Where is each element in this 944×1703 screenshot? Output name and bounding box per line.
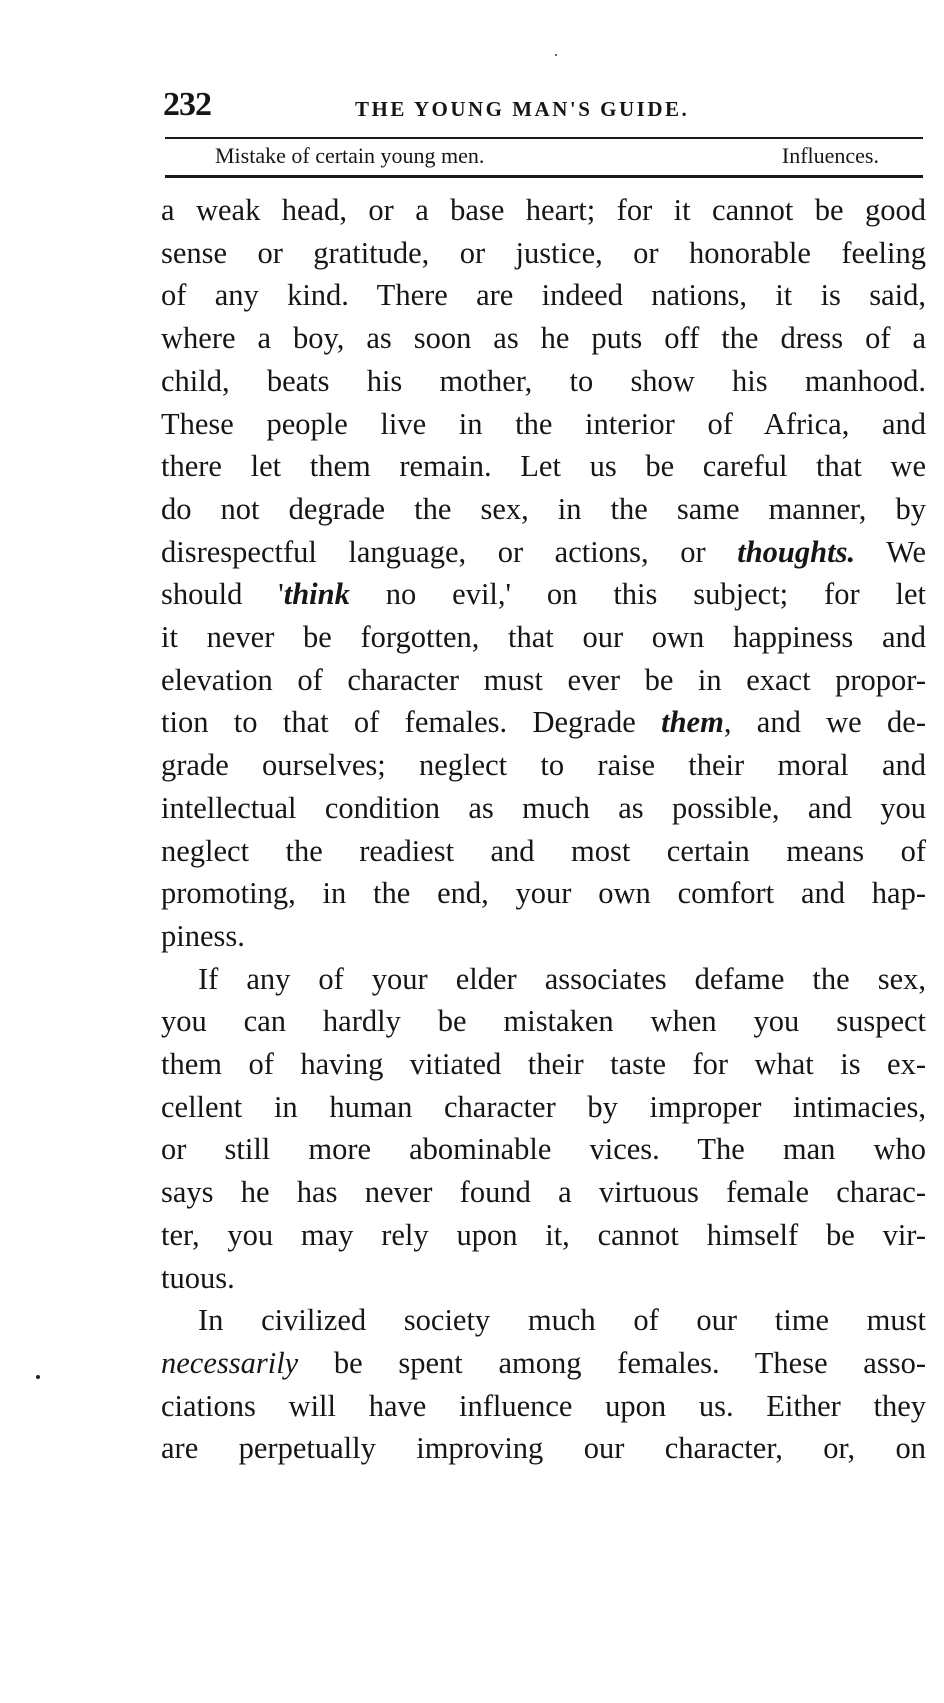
text-line: piness. [161, 918, 245, 953]
text-line: child, beats his mother, to show his manhood. [161, 363, 926, 398]
paragraph [161, 1299, 926, 1470]
text-line: tion to that of females. Degrade them, and we de- [161, 705, 926, 740]
text-line: These people live in the interior of Africa, and [161, 406, 926, 441]
text-line: disrespectful language, or actions, or thoughts. We [161, 534, 926, 569]
text-line: says he has never found a virtuous female charac- [161, 1175, 926, 1210]
text-line: do not degrade the sex, in the same manner, by [161, 491, 926, 526]
text-line: ter, you may rely upon it, cannot himself be vir- [161, 1217, 926, 1252]
subhead-left: Mistake of certain young men. [215, 143, 485, 168]
margin-speck [36, 1375, 40, 1379]
text-line: should 'think no evil,' on this subject; for let [161, 577, 927, 612]
text-line: where a boy, as soon as he puts off the dress of a [161, 321, 926, 356]
text-line: grade ourselves; neglect to raise their moral and [161, 748, 926, 783]
text-line: it never be forgotten, that our own happiness and [161, 620, 926, 655]
page-number: 232 [163, 86, 211, 123]
text-line: you can hardly be mistaken when you suspect [161, 1004, 926, 1039]
text-line: elevation of character must ever be in exact propor- [161, 662, 926, 697]
subhead-right: Influences. [781, 143, 879, 168]
text-line: intellectual condition as much as possible, and you [161, 790, 926, 825]
text-line: sense or gratitude, or justice, or honorable feeling [161, 235, 926, 270]
text-line: there let them remain. Let us be careful that we [161, 449, 926, 484]
body-text [161, 189, 926, 1470]
text-line: or still more abominable vices. The man who [161, 1132, 926, 1167]
text-line: of any kind. There are indeed nations, it is said, [161, 278, 926, 313]
text-line: a weak head, or a base heart; for it cannot be good [161, 193, 926, 227]
print-speck [555, 54, 557, 56]
header-rule-top [165, 137, 923, 139]
text-line: tuous. [161, 1260, 235, 1295]
text-line: necessarily be spent among females. These asso- [161, 1345, 926, 1380]
text-line: promoting, in the end, your own comfort and hap- [161, 876, 926, 911]
text-line: cellent in human character by improper intimacies, [161, 1089, 926, 1124]
paragraph [161, 958, 926, 1300]
paragraph [161, 189, 926, 958]
text-line: them of having vitiated their taste for what is ex- [161, 1047, 926, 1082]
text-line: If any of your elder associates defame the sex, [198, 961, 926, 996]
section-subhead [165, 141, 923, 173]
header-rule-bottom [165, 175, 923, 178]
text-line: In civilized society much of our time must [198, 1303, 926, 1338]
book-title: THE YOUNG MAN'S GUIDE. [355, 97, 690, 121]
text-line: neglect the readiest and most certain means of [161, 833, 926, 868]
text-line: are perpetually improving our character, or, on [161, 1431, 926, 1466]
running-head [163, 86, 923, 126]
text-line: ciations will have influence upon us. Either they [161, 1388, 926, 1423]
